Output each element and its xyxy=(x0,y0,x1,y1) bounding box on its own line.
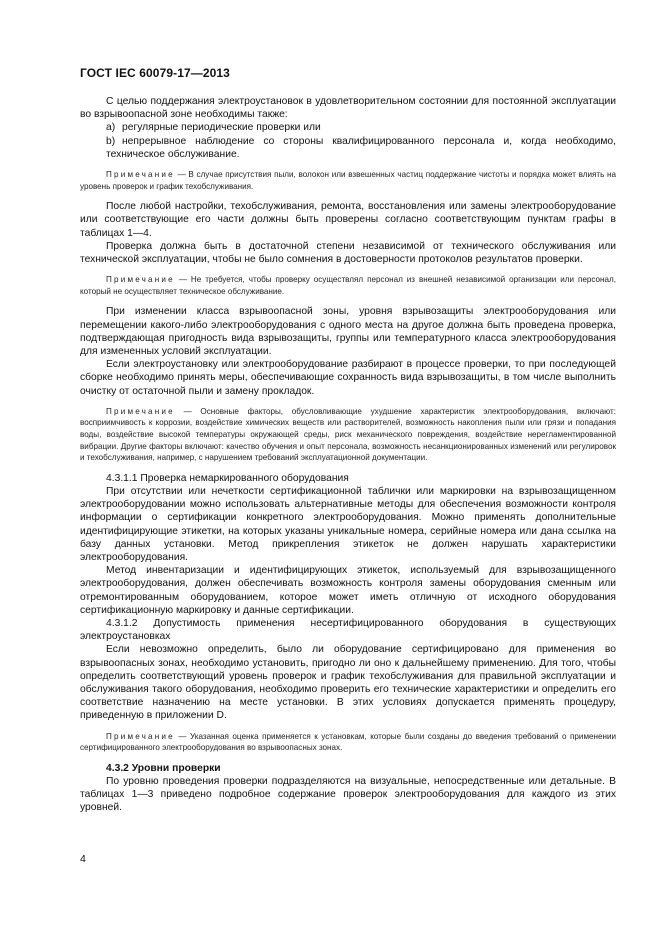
paragraph: Метод инвентаризации и идентифицирующих этикеток, используемый для взрывозащищенного электрооборудования, должен обеспечивать возможность контроля замены оборудования сменным или отремонтированным оборудованием, которое может иметь отличную от исходного оборудования сертификационную маркировку и данные сертификации. xyxy=(80,565,616,616)
note xyxy=(80,406,616,464)
section-heading-4-3-1-2: 4.3.1.2 Допустимость применения несертифицированного оборудования в существующих электроустановках xyxy=(80,618,616,643)
list-marker: a) xyxy=(106,122,116,134)
paragraph: После любой настройки, техобслуживания, ремонта, восстановления или замены электрооборудование или соответствующие его части должны быть проверены согласно соответствующим пунктам графы в таблицах 1—4. xyxy=(80,201,616,239)
paragraph: Если электроустановку или электрооборудование разбирают в процессе проверки, то при последующей сборке необходимо принять меры, обеспечивающие сохранность вида взрывозащиты, в том числе выполнить очистку от остаточной пыли и замену прокладок. xyxy=(80,359,616,397)
paragraph: По уровню проведения проверки подразделяются на визуальные, непосредственные или детальные. В таблицах 1—3 приведено подробное содержание проверок электрооборудования для каждого из этих уровней. xyxy=(80,776,616,814)
list-item-b xyxy=(80,135,616,161)
list-item-a xyxy=(80,121,616,134)
note-label: Примечание xyxy=(106,275,175,285)
paragraph: С целью поддержания электроустановок в удовлетворительном состоянии для постоянной эксплуатации во взрывоопасной зоне необходимы также: xyxy=(80,96,616,121)
note-text: — Основные факторы, обусловливающие ухудшение характеристик электрооборудования, включают: восприимчивость к коррозии, воздействие химических веществ или растворителей, возможность накопления пыли или грязи и попадания воды, воздействие высокой температуры окружающей среды, риск механического повреждения, воздействие нерегламентированной вибрации. Другие факторы включают: качество обучения и опыт персонала, возможность несанкционированных изменений или регулировок и техобслуживания, например, с нарушением требований эксплуатационной документации. xyxy=(80,406,616,463)
note-text: — Указанная оценка применяется к установкам, которые были созданы до введения требований о применении сертифицированного электрооборудования во взрывоопасных зонах. xyxy=(80,731,616,753)
document-body xyxy=(80,95,616,815)
section-heading-4-3-2: 4.3.2 Уровни проверки xyxy=(106,762,221,774)
note xyxy=(80,274,616,297)
note-label: Примечание xyxy=(106,170,175,180)
paragraph: Если невозможно определить, было ли оборудование сертифицировано для применения во взрывоопасных зонах, необходимо установить, пригодно ли оно к дальнейшему применению. Для того, чтобы определить соответствующий уровень проверок и график техобслуживания для правильной эксплуатации и обслуживания такого оборудования, необходимо проверить его технические характеристики и определить его соответствие назначению на месте установки. В этих условиях допускается применять процедуру, приведенную в приложении D. xyxy=(80,644,616,722)
list-marker: b) xyxy=(106,135,116,147)
paragraph: При изменении класса взрывоопасной зоны, уровня взрывозащиты электрооборудования или перемещении какого-либо электрооборудования с одного места на другое должна быть проведена проверка, подтверждающая пригодность вида взрывозащиты, группы или температурного класса электрооборудования для измененных условий эксплуатации. xyxy=(80,306,616,358)
list-text: непрерывное наблюдение со стороны квалифицированного персонала и, когда необходимо, техническое обслуживание. xyxy=(106,135,616,160)
section-heading-4-3-1-1: 4.3.1.1 Проверка немаркированного оборудования xyxy=(106,472,349,484)
note xyxy=(80,169,616,192)
paragraph: При отсутствии или нечеткости сертификационной таблички или маркировки на взрывозащищенном электрооборудовании можно использовать альтернативные методы для обеспечения возможности контроля информации о сертификации конкретного электрооборудования. Можно применять дополнительные идентифицирующие этикетки, на которых указаны уникальные номера, серийные номера или дана ссылка на базу данных установки. Метод прикрепления этикеток не должен нарушать характеристики электрооборудования. xyxy=(80,486,616,564)
note-text: — Не требуется, чтобы проверку осуществлял персонал из внешней независимой организации или персонал, который не осуществляет техническое обслуживание. xyxy=(80,275,616,296)
note xyxy=(80,731,616,754)
note-label: Примечание xyxy=(106,406,175,416)
note-text: — В случае присутствия пыли, волокон или взвешенных частиц поддержание чистоты и порядка может влиять на уровень проверок и график техобслуживания. xyxy=(80,170,616,191)
note-label: Примечание xyxy=(106,731,175,741)
document-header: ГОСТ IEC 60079-17—2013 xyxy=(80,66,230,80)
page-number: 4 xyxy=(80,853,86,865)
paragraph: Проверка должна быть в достаточной степени независимой от технического обслуживания или технической эксплуатации, чтобы не было сомнения в достоверности протоколов результатов проверки. xyxy=(80,240,616,266)
list-text: регулярные периодические проверки или xyxy=(122,122,321,134)
